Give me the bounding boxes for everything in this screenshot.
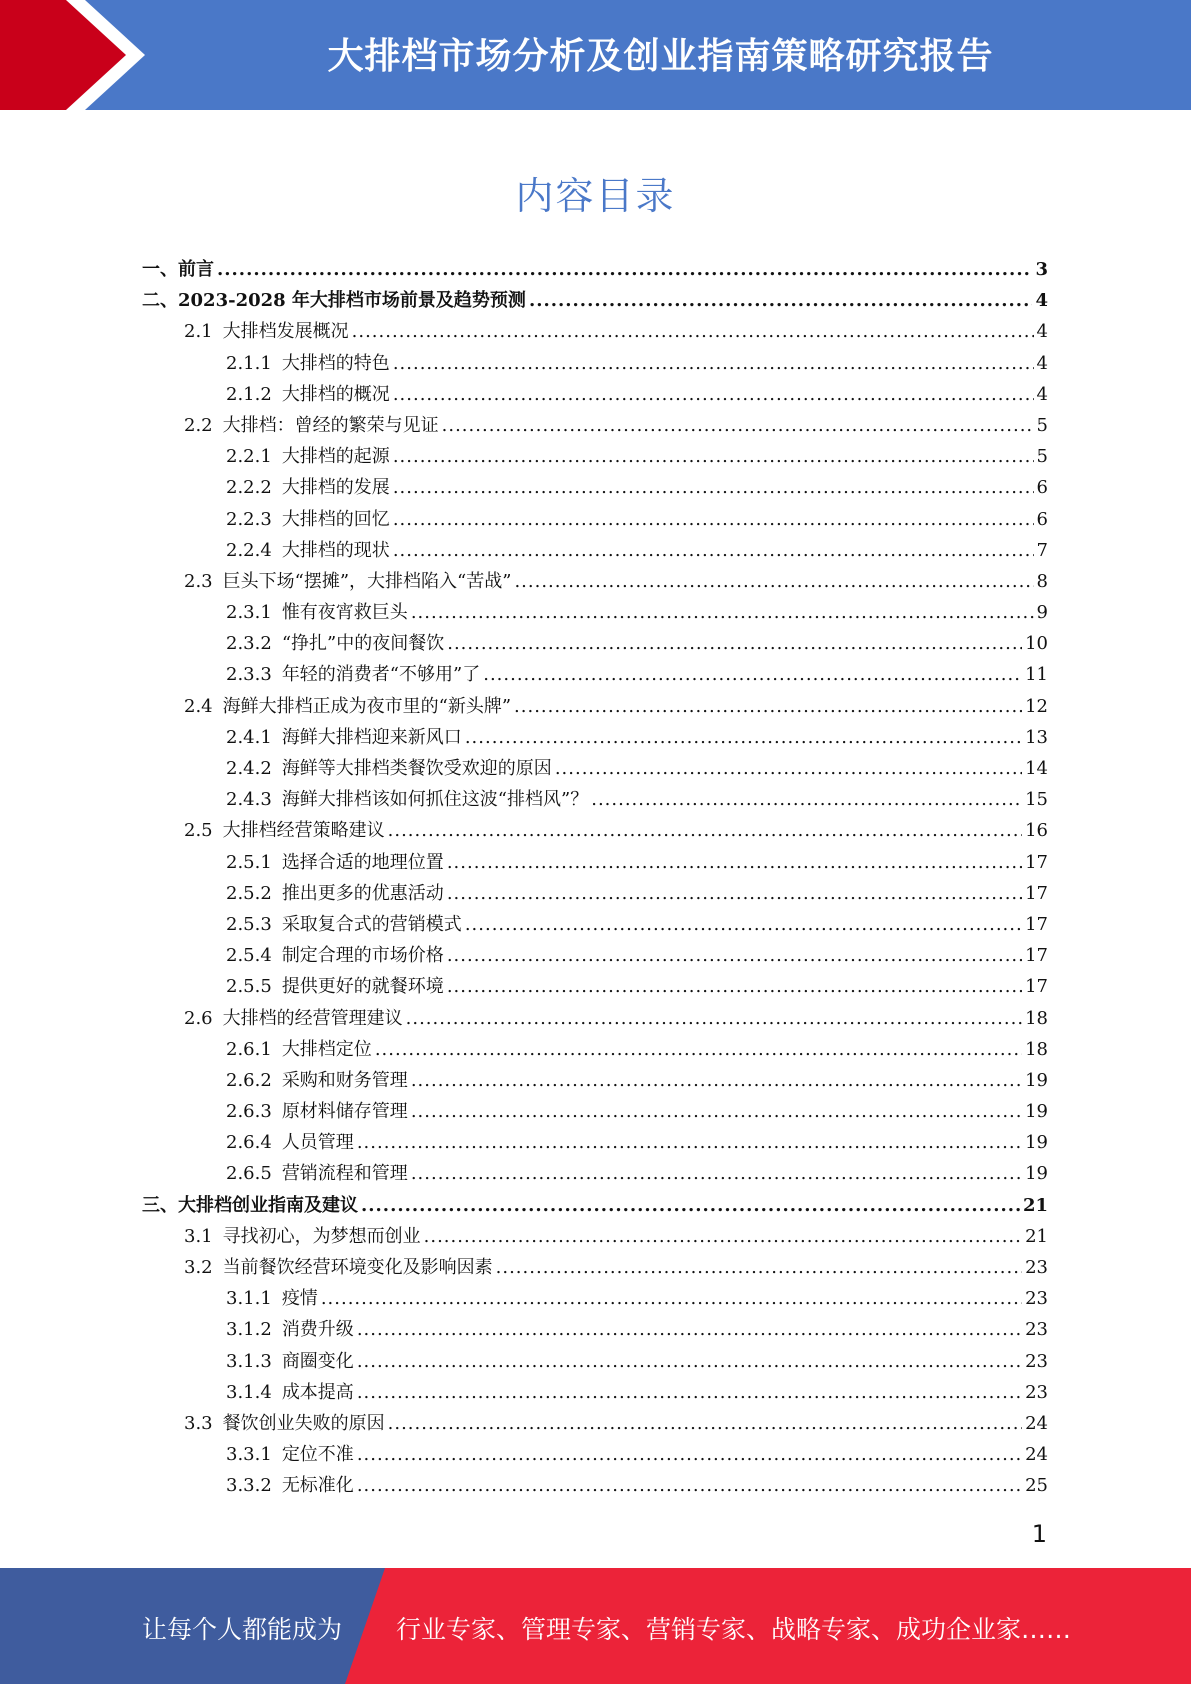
toc-entry[interactable] xyxy=(142,410,1048,441)
toc-entry[interactable] xyxy=(142,1377,1048,1408)
toc-entry-page: 12 xyxy=(1025,695,1048,717)
toc-entry-page: 17 xyxy=(1025,882,1048,904)
toc-entry-title: 大排档的发展 xyxy=(281,477,390,499)
toc-entry-page: 17 xyxy=(1025,913,1048,935)
toc-dot-leader xyxy=(411,597,1034,628)
toc-entry-number: 三、 xyxy=(142,1194,178,1216)
toc-entry[interactable] xyxy=(142,659,1048,690)
toc-entry-number: 2.6.2 xyxy=(226,1069,272,1091)
toc-entry[interactable] xyxy=(142,1314,1048,1345)
toc-entry[interactable] xyxy=(142,1158,1048,1189)
toc-entry-title: 大排档发展概况 xyxy=(222,321,349,343)
toc-dot-leader xyxy=(591,784,1022,815)
toc-entry-title: 大排档：曾经的繁荣与见证 xyxy=(222,414,439,436)
toc-entry[interactable] xyxy=(142,628,1048,659)
toc-entry-title: 2023-2028 年大排档市场前景及趋势预测 xyxy=(178,290,526,312)
toc-entry[interactable] xyxy=(142,1096,1048,1127)
toc-entry-number: 2.6 xyxy=(184,1007,213,1029)
toc-dot-leader xyxy=(361,1190,1020,1221)
toc-entry-number: 3.3.1 xyxy=(226,1444,272,1466)
toc-entry-title: 前言 xyxy=(178,259,214,280)
toc-dot-leader xyxy=(406,1003,1022,1034)
toc-entry-page: 23 xyxy=(1025,1257,1048,1278)
toc-entry[interactable] xyxy=(142,691,1048,722)
toc-entry-page: 21 xyxy=(1022,1194,1048,1216)
toc-dot-leader xyxy=(357,1127,1022,1158)
toc-entry[interactable] xyxy=(142,1221,1048,1252)
toc-entry-title: 大排档的概况 xyxy=(281,383,390,405)
toc-entry-number: 2.1.1 xyxy=(226,352,272,374)
page-footer xyxy=(0,1568,1191,1684)
toc-dot-leader xyxy=(447,971,1022,1002)
toc-entry[interactable] xyxy=(142,722,1048,753)
toc-dot-leader xyxy=(357,1377,1022,1408)
toc-entry-page: 3 xyxy=(1035,259,1048,280)
toc-dot-leader xyxy=(357,1346,1022,1377)
toc-entry[interactable] xyxy=(142,1065,1048,1096)
toc-entry-title: 制定合理的市场价格 xyxy=(281,945,444,967)
toc-entry-page: 7 xyxy=(1036,539,1048,561)
toc-entry-title: 餐饮创业失败的原因 xyxy=(222,1412,385,1434)
page-header xyxy=(0,0,1191,110)
toc-entry-number: 2.2.2 xyxy=(226,477,272,499)
toc-entry-title: 大排档经营策略建议 xyxy=(222,820,385,842)
toc-entry-title: 海鲜大排档该如何抓住这波“排档风”？ xyxy=(281,789,589,811)
toc-entry[interactable] xyxy=(142,1252,1048,1283)
toc-entry-title: 定位不准 xyxy=(281,1444,354,1466)
toc-entry-number: 2.5.5 xyxy=(226,976,272,998)
toc-entry-title: 大排档的现状 xyxy=(281,539,390,561)
toc-entry-page: 4 xyxy=(1036,383,1048,405)
toc-entry[interactable] xyxy=(142,847,1048,878)
toc-entry-number: 2.2.4 xyxy=(226,539,272,561)
toc-entry-number: 2.3.3 xyxy=(226,664,272,686)
toc-dot-leader xyxy=(388,815,1022,846)
toc-dot-leader xyxy=(447,628,1022,659)
toc-entry[interactable] xyxy=(142,815,1048,846)
toc-entry-number: 2.5.3 xyxy=(226,913,272,935)
toc-entry-title: 疫情 xyxy=(281,1288,318,1310)
toc-entry-title: 成本提高 xyxy=(281,1381,354,1403)
toc-entry-page: 6 xyxy=(1036,477,1048,499)
toc-dot-leader xyxy=(411,1158,1022,1189)
toc-entry-title: 海鲜等大排档类餐饮受欢迎的原因 xyxy=(281,758,552,779)
toc-entry-page: 17 xyxy=(1025,851,1048,873)
toc-entry-page: 18 xyxy=(1025,1007,1048,1029)
toc-entry-title: 大排档定位 xyxy=(281,1038,372,1060)
toc-dot-leader xyxy=(447,878,1022,909)
toc-dot-leader xyxy=(411,1096,1022,1127)
toc-entry-number: 2.3.2 xyxy=(226,633,272,655)
toc-entry-page: 5 xyxy=(1036,446,1048,468)
toc-dot-leader xyxy=(393,379,1034,410)
toc-dot-leader xyxy=(483,659,1022,690)
toc-entry-page: 9 xyxy=(1036,602,1048,624)
toc-entry-number: 2.5.2 xyxy=(226,882,272,904)
toc-entry-number: 2.2.1 xyxy=(226,446,272,468)
toc-entry-page: 4 xyxy=(1036,321,1048,343)
toc-entry-page: 19 xyxy=(1025,1069,1048,1091)
toc-entry-page: 21 xyxy=(1025,1225,1048,1247)
toc-entry-title: 消费升级 xyxy=(281,1319,354,1341)
toc-entry[interactable] xyxy=(142,566,1048,597)
toc-entry-page: 5 xyxy=(1036,414,1048,436)
toc-entry-title: 大排档创业指南及建议 xyxy=(178,1194,358,1216)
toc-dot-leader xyxy=(442,410,1034,441)
toc-entry-number: 3.1.2 xyxy=(226,1319,272,1341)
toc-dot-leader xyxy=(496,1252,1022,1283)
toc-entry-page: 16 xyxy=(1025,820,1048,842)
toc-dot-leader xyxy=(357,1439,1022,1470)
toc-entry[interactable] xyxy=(142,1346,1048,1377)
toc-entry[interactable] xyxy=(142,1283,1048,1314)
toc-entry-number: 2.5.4 xyxy=(226,945,272,967)
toc-heading: 内容目录 xyxy=(515,174,676,218)
toc-entry[interactable] xyxy=(142,254,1048,285)
toc-entry-number: 2.2 xyxy=(184,414,213,436)
toc-entry-page: 23 xyxy=(1025,1350,1048,1372)
toc-dot-leader xyxy=(352,316,1034,347)
toc-entry-number: 2.4.1 xyxy=(226,726,272,748)
toc-entry-number: 二、 xyxy=(142,290,178,312)
toc-entry-number: 2.6.4 xyxy=(226,1132,272,1154)
toc-entry-title: 原材料储存管理 xyxy=(281,1101,408,1123)
toc-entry-page: 23 xyxy=(1025,1288,1048,1310)
toc-entry-number: 2.6.1 xyxy=(226,1038,272,1060)
toc-entry[interactable] xyxy=(142,285,1048,316)
toc-entry-page: 23 xyxy=(1025,1381,1048,1403)
toc-entry[interactable] xyxy=(142,1190,1048,1221)
toc-entry[interactable] xyxy=(142,971,1048,1002)
toc-dot-leader xyxy=(357,1470,1022,1501)
toc-entry-page: 19 xyxy=(1025,1132,1048,1154)
toc-entry[interactable] xyxy=(142,1439,1048,1470)
toc-dot-leader xyxy=(393,504,1034,535)
toc-entry-title: 惟有夜宵救巨头 xyxy=(281,602,408,624)
toc-entry[interactable] xyxy=(142,1127,1048,1158)
toc-dot-leader xyxy=(447,847,1022,878)
toc-entry-title: 采购和财务管理 xyxy=(281,1069,408,1091)
toc-entry-number: 3.3 xyxy=(184,1412,213,1434)
toc-entry-number: 2.2.3 xyxy=(226,508,272,530)
toc-dot-leader xyxy=(447,940,1022,971)
toc-dot-leader xyxy=(465,909,1022,940)
toc-entry-number: 2.5 xyxy=(184,820,213,842)
toc-entry-title: 年轻的消费者“不够用”了 xyxy=(281,664,481,686)
toc-entry[interactable] xyxy=(142,1034,1048,1065)
toc-entry-title: 推出更多的优惠活动 xyxy=(281,882,444,904)
toc-entry-page: 14 xyxy=(1025,758,1048,779)
toc-entry-number: 2.5.1 xyxy=(226,851,272,873)
toc-entry-number: 2.1 xyxy=(184,321,213,343)
footer-slogan-right: 行业专家、管理专家、营销专家、战略专家、成功企业家…… xyxy=(396,1615,1072,1644)
toc-entry-number: 2.3 xyxy=(184,570,213,592)
toc-entry-page: 19 xyxy=(1025,1163,1048,1185)
toc-entry[interactable] xyxy=(142,472,1048,503)
toc-entry-title: 当前餐饮经营环境变化及影响因素 xyxy=(222,1257,493,1278)
toc-dot-leader xyxy=(393,441,1034,472)
toc-dot-leader xyxy=(321,1283,1022,1314)
toc-entry-title: 采取复合式的营销模式 xyxy=(281,913,462,935)
toc-entry-page: 19 xyxy=(1025,1101,1048,1123)
toc-dot-leader xyxy=(393,348,1034,379)
toc-entry-page: 8 xyxy=(1036,570,1048,592)
toc-entry-title: 寻找初心，为梦想而创业 xyxy=(222,1225,421,1247)
toc-entry-number: 2.3.1 xyxy=(226,602,272,624)
toc-entry[interactable] xyxy=(142,753,1048,784)
toc-entry-number: 2.6.3 xyxy=(226,1101,272,1123)
toc-entry-number: 2.4 xyxy=(184,695,213,717)
toc-dot-leader xyxy=(555,753,1022,784)
toc-entry[interactable] xyxy=(142,1003,1048,1034)
toc-entry-page: 23 xyxy=(1025,1319,1048,1341)
toc-entry-page: 24 xyxy=(1025,1444,1048,1466)
page-number: 1 xyxy=(1031,1520,1047,1548)
toc-entry-title: 巨头下场“摆摊”，大排档陷入“苦战” xyxy=(222,570,512,592)
toc-entry-number: 3.1.4 xyxy=(226,1381,272,1403)
toc-entry-title: 大排档的起源 xyxy=(281,446,390,468)
toc-entry-title: 大排档的特色 xyxy=(281,352,390,374)
toc-dot-leader xyxy=(465,722,1022,753)
toc-entry[interactable] xyxy=(142,348,1048,379)
toc-entry-number: 2.4.3 xyxy=(226,789,272,811)
toc-entry[interactable] xyxy=(142,316,1048,347)
toc-entry-page: 15 xyxy=(1025,789,1048,811)
toc-entry-number: 2.1.2 xyxy=(226,383,272,405)
toc-entry-title: 选择合适的地理位置 xyxy=(281,851,444,873)
toc-entry-page: 17 xyxy=(1025,945,1048,967)
toc-entry-page: 10 xyxy=(1025,633,1048,655)
toc-entry-page: 17 xyxy=(1025,976,1048,998)
toc-entry[interactable] xyxy=(142,909,1048,940)
toc-entry[interactable] xyxy=(142,1408,1048,1439)
toc-entry-title: 大排档的经营管理建议 xyxy=(222,1007,403,1029)
toc-entry-number: 3.2 xyxy=(184,1257,213,1278)
toc-dot-leader xyxy=(217,254,1032,285)
toc-dot-leader xyxy=(393,472,1034,503)
toc-entry-number: 3.1.3 xyxy=(226,1350,272,1372)
toc-entry[interactable] xyxy=(142,1470,1048,1501)
toc-entry-number: 3.1.1 xyxy=(226,1288,272,1310)
toc-dot-leader xyxy=(375,1034,1022,1065)
toc-dot-leader xyxy=(529,285,1033,316)
toc-entry-title: 营销流程和管理 xyxy=(281,1163,408,1185)
toc-entry-page: 24 xyxy=(1025,1412,1048,1434)
toc-entry-page: 13 xyxy=(1025,726,1048,748)
toc-entry-title: 人员管理 xyxy=(281,1132,354,1154)
toc-entry[interactable] xyxy=(142,379,1048,410)
toc-entry-title: 大排档的回忆 xyxy=(281,508,390,530)
toc-dot-leader xyxy=(388,1408,1022,1439)
toc-dot-leader xyxy=(514,691,1022,722)
toc-entry-number: 3.1 xyxy=(184,1225,213,1247)
report-title: 大排档市场分析及创业指南策略研究报告 xyxy=(327,36,994,77)
toc-entry-page: 6 xyxy=(1036,508,1048,530)
toc-entry-title: 提供更好的就餐环境 xyxy=(281,976,444,998)
table-of-contents xyxy=(142,254,1048,1502)
footer-slogan-left: 让每个人都能成为 xyxy=(142,1615,343,1644)
toc-entry[interactable] xyxy=(142,504,1048,535)
toc-entry-title: 商圈变化 xyxy=(281,1350,354,1372)
toc-entry-number: 一、 xyxy=(142,259,178,280)
toc-entry-number: 2.6.5 xyxy=(226,1163,272,1185)
toc-entry[interactable] xyxy=(142,535,1048,566)
toc-entry-title: 海鲜大排档迎来新风口 xyxy=(281,726,462,748)
toc-entry[interactable] xyxy=(142,784,1048,815)
toc-entry-page: 11 xyxy=(1025,664,1048,686)
toc-entry[interactable] xyxy=(142,597,1048,628)
toc-entry-title: “挣扎”中的夜间餐饮 xyxy=(281,633,445,655)
toc-entry-page: 25 xyxy=(1025,1475,1048,1497)
toc-dot-leader xyxy=(393,535,1034,566)
toc-entry-title: 无标准化 xyxy=(281,1475,354,1497)
toc-entry-number: 2.4.2 xyxy=(226,758,272,779)
toc-entry[interactable] xyxy=(142,878,1048,909)
toc-entry-number: 3.3.2 xyxy=(226,1475,272,1497)
toc-dot-leader xyxy=(357,1314,1022,1345)
toc-dot-leader xyxy=(424,1221,1022,1252)
toc-entry[interactable] xyxy=(142,940,1048,971)
toc-dot-leader xyxy=(411,1065,1022,1096)
toc-dot-leader xyxy=(514,566,1033,597)
toc-entry[interactable] xyxy=(142,441,1048,472)
toc-entry-page: 18 xyxy=(1025,1038,1048,1060)
toc-entry-title: 海鲜大排档正成为夜市里的“新头牌” xyxy=(222,695,512,717)
toc-entry-page: 4 xyxy=(1035,290,1048,312)
toc-entry-page: 4 xyxy=(1036,352,1048,374)
